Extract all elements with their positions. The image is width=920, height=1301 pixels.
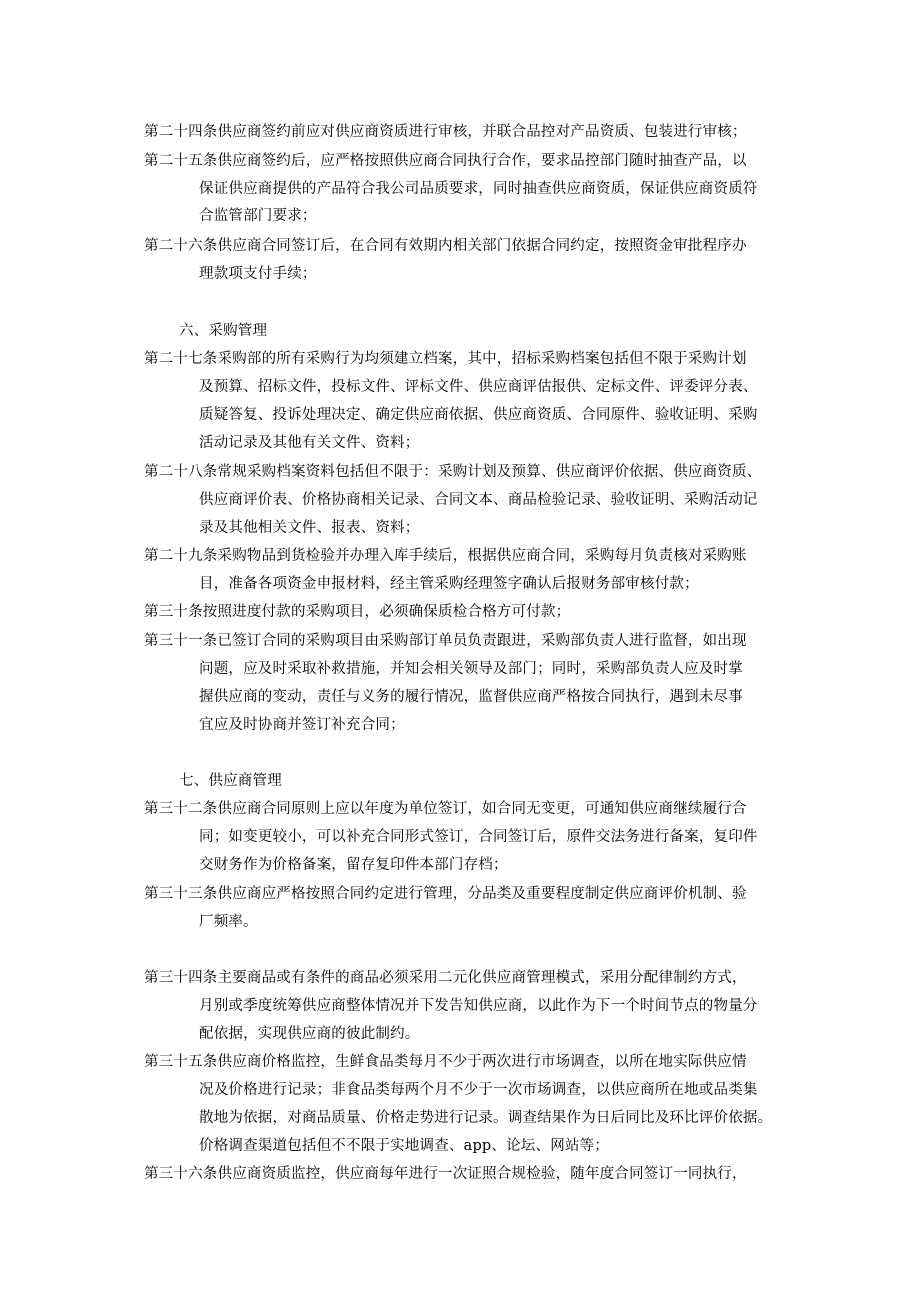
article-31-cont-3: 宜应及时协商并签订补充合同； [199, 717, 405, 733]
article-28: 第二十八条常规采购档案资料包括但不限于：采购计划及预算、供应商评价依据、供应商资质、 [144, 464, 762, 480]
article-35: 第三十五条供应商价格监控，生鲜食品类每月不少于两次进行市场调查，以所在地实际供应情 [144, 1054, 747, 1070]
article-32: 第三十二条供应商合同原则上应以年度为单位签订，如合同无变更，可通知供应商继续履行合 [144, 801, 747, 817]
article-34-cont-2: 配依据，实现供应商的彼此制约。 [199, 1026, 420, 1042]
article-32-cont-1: 同；如变更较小，可以补充合同形式签订，合同签订后，原件交法务进行备案，复印件 [199, 829, 758, 845]
article-35-cont-3: 价格调查渠道包括但不不限于实地调查、app、论坛、网站等； [199, 1138, 610, 1154]
article-26-cont-1: 理款项支付手续； [199, 266, 317, 282]
article-34: 第三十四条主要商品或有条件的商品必须采用二元化供应商管理模式，采用分配律制约方式， [144, 970, 747, 986]
article-27: 第二十七条采购部的所有采购行为均须建立档案，其中，招标采购档案包括但不限于采购计划 [144, 351, 747, 367]
article-35-cont-1: 况及价格进行记录；非食品类每两个月不少于一次市场调查，以供应商所在地或品类集 [199, 1082, 758, 1098]
article-33: 第三十三条供应商应严格按照合同约定进行管理，分品类及重要程度制定供应商评价机制、验 [144, 886, 747, 902]
section-heading-procurement: 六、采购管理 [179, 323, 268, 339]
article-33-cont-1: 厂频率。 [199, 914, 258, 930]
article-31-cont-1: 问题，应及时采取补救措施，并知会相关领导及部门；同时，采购部负责人应及时掌 [199, 661, 743, 677]
article-34-cont-1: 月别或季度统筹供应商整体情况并下发告知供应商，以此作为下一个时间节点的物量分 [199, 998, 758, 1014]
article-35-cont-2: 散地为依据，对商品质量、价格走势进行记录。调查结果作为日后同比及环比评价依据。 [199, 1110, 773, 1126]
article-26: 第二十六条供应商合同签订后，在合同有效期内相关部门依据合同约定，按照资金审批程序办 [144, 238, 747, 254]
article-36: 第三十六条供应商资质监控，供应商每年进行一次证照合规检验，随年度合同签订一同执行， [144, 1166, 747, 1182]
article-24: 第二十四条供应商签约前应对供应商资质进行审核，并联合品控对产品资质、包装进行审核； [144, 124, 747, 140]
article-30: 第三十条按照进度付款的采购项目，必须确保质检合格方可付款； [144, 604, 571, 620]
article-32-cont-2: 交财务作为价格备案，留存复印件本部门存档； [199, 857, 508, 873]
article-27-cont-1: 及预算、招标文件，投标文件、评标文件、供应商评估报供、定标文件、评委评分表、 [199, 379, 758, 395]
article-31: 第三十一条已签订合同的采购项目由采购部订单员负责跟进，采购部负责人进行监督，如出现 [144, 633, 747, 649]
article-31-cont-2: 握供应商的变动，责任与义务的履行情况，监督供应商严格按合同执行，遇到未尽事 [199, 689, 743, 705]
article-29-cont-1: 目，准备各项资金申报材料，经主管采购经理签字确认后报财务部审核付款； [199, 576, 699, 592]
section-heading-supplier-management: 七、供应商管理 [179, 773, 282, 789]
article-28-cont-1: 供应商评价表、价格协商相关记录、合同文本、商品检验记录、验收证明、采购活动记 [199, 492, 758, 508]
article-28-cont-2: 录及其他相关文件、报表、资料； [199, 520, 420, 536]
article-25-cont-2: 合监管部门要求； [199, 208, 317, 224]
article-27-cont-3: 活动记录及其他有关文件、资料； [199, 435, 420, 451]
article-25-cont-1: 保证供应商提供的产品符合我公司品质要求，同时抽查供应商资质，保证供应商资质符 [199, 181, 758, 197]
article-25: 第二十五条供应商签约后，应严格按照供应商合同执行合作，要求品控部门随时抽查产品，以 [144, 153, 747, 169]
article-29: 第二十九条采购物品到货检验并办理入库手续后，根据供应商合同，采购每月负责核对采购账 [144, 548, 747, 564]
article-27-cont-2: 质疑答复、投诉处理决定、确定供应商依据、供应商资质、合同原件、验收证明、采购 [199, 407, 758, 423]
